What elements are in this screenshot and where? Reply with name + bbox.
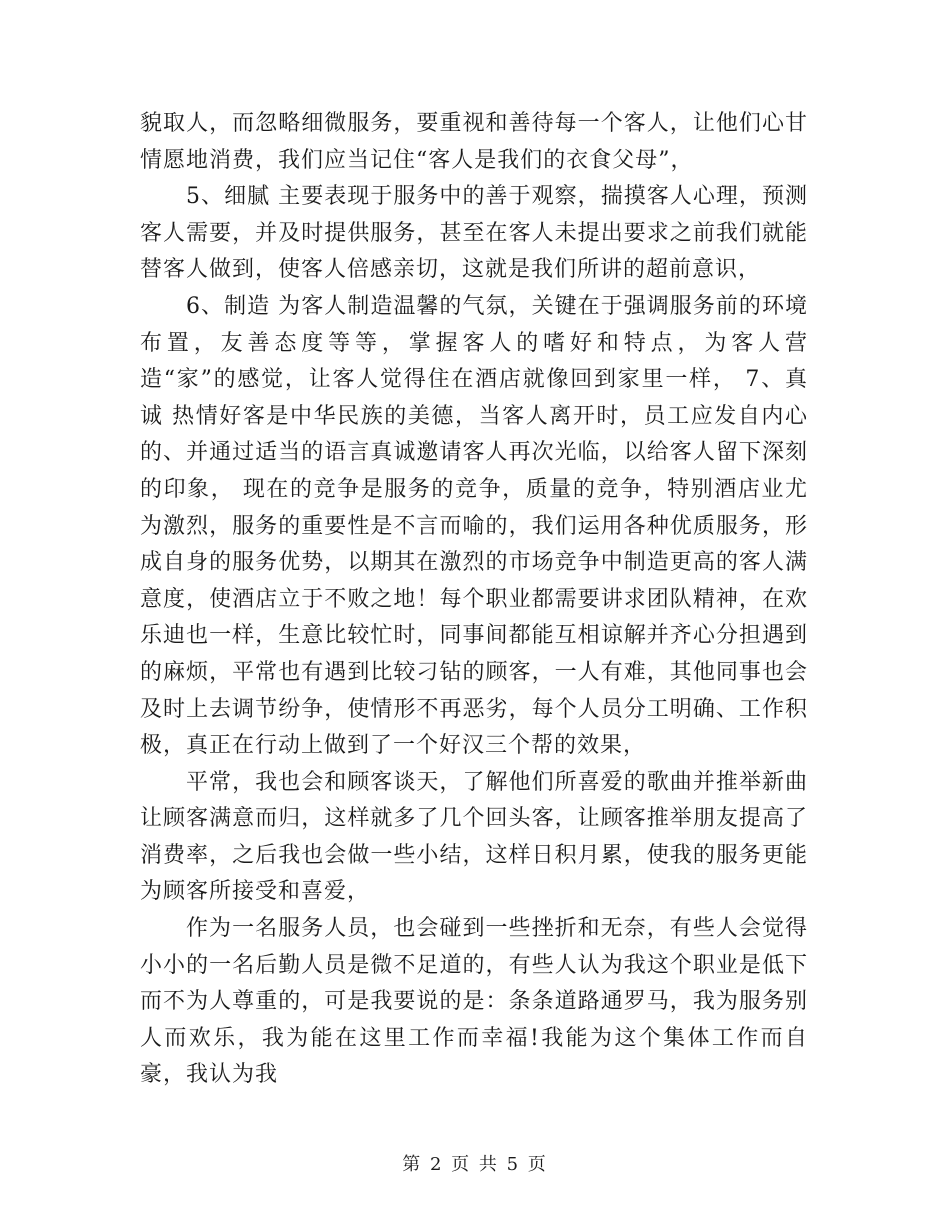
paragraph-2: 5、细腻 主要表现于服务中的善于观察，揣摸客人心理，预测客人需要，并及时提供服务，甚至在客人未提出要求之前我们就能替客人做到，使客人倍感亲切，这就是我们所讲的超前意识，	[140, 184, 808, 283]
page-number-footer: 第 2 页 共 5 页	[402, 1154, 548, 1175]
document-body	[140, 106, 808, 1094]
paragraph-5: 作为一名服务人员，也会碰到一些挫折和无奈，有些人会觉得小小的一名后勤人员是微不足道的，有些人认为我这个职业是低下而不为人尊重的，可是我要说的是：条条道路通罗马，我为服务别人而欢乐，我为能在这里工作而幸福!我能为这个集体工作而自豪，我认为我	[140, 916, 808, 1088]
paragraph-3: 6、制造 为客人制造温馨的气氛，关键在于强调服务前的环境布置，友善态度等等，掌握客人的嗜好和特点，为客人营造“家”的感觉，让客人觉得住在酒店就像回到家里一样， 7、真诚 热情好客是中华民族的美德，当客人离开时，员工应发自内心的、并通过适当的语言真诚邀请客人再次光临，以给客人留下深刻的印象， 现在的竞争是服务的竞争，质量的竞争，特别酒店业尤为激烈，服务的重要性是不言而喻的，我们运用各种优质服务，形成自身的服务优势，以期其在激烈的市场竞争中制造更高的客人满意度，使酒店立于不败之地！每个职业都需要讲求团队精神，在欢乐迪也一样，生意比较忙时，同事间都能互相谅解并齐心分担遇到的麻烦，平常也有遇到比较刁钻的顾客，一人有难，其他同事也会及时上去调节纷争，使情形不再恶劣，每个人员分工明确、工作积极，真正在行动上做到了一个好汉三个帮的效果，	[140, 293, 808, 759]
paragraph-4: 平常，我也会和顾客谈天，了解他们所喜爱的歌曲并推举新曲让顾客满意而归，这样就多了几个回头客，让顾客推举朋友提高了消费率，之后我也会做一些小结，这样日积月累，使我的服务更能为顾客所接受和喜爱，	[140, 769, 808, 905]
paragraph-1: 貌取人，而忽略细微服务，要重视和善待每一个客人，让他们心甘情愿地消费，我们应当记住“客人是我们的衣食父母”，	[140, 111, 808, 173]
